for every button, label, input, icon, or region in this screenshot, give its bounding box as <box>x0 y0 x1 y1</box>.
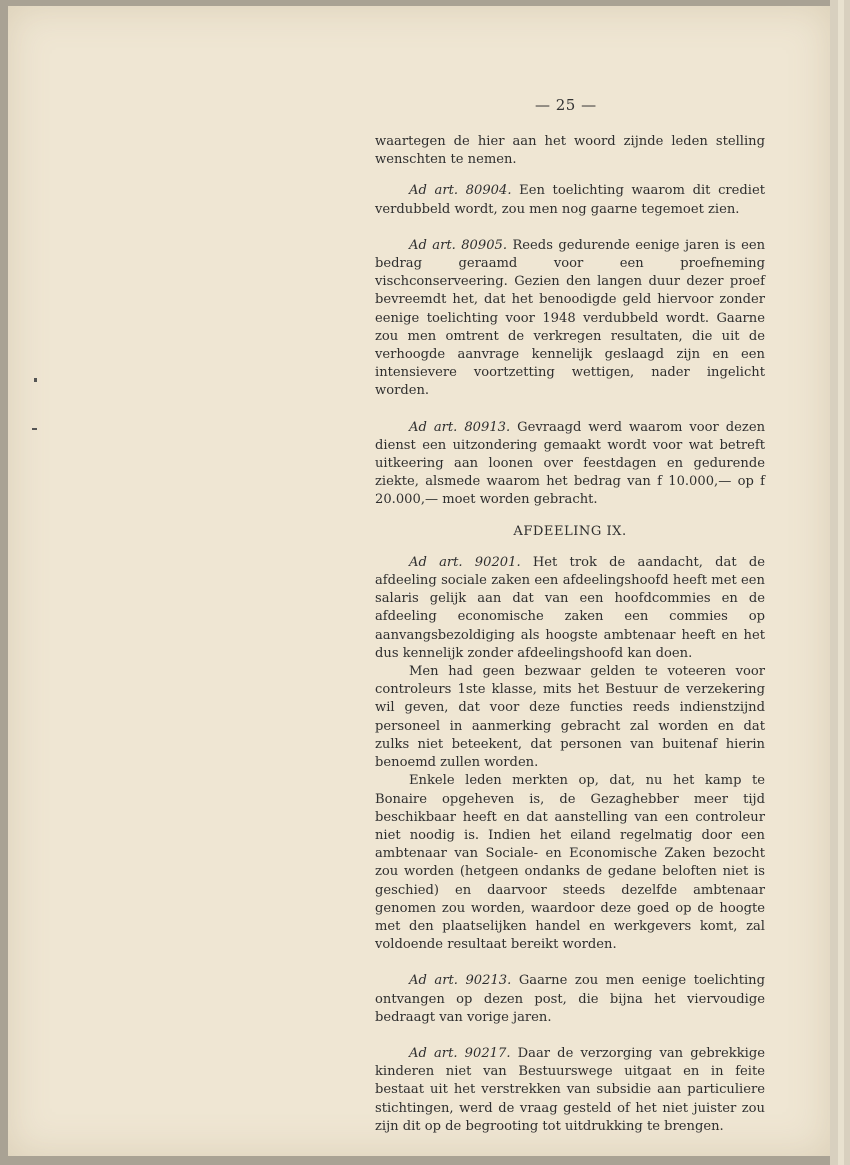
paragraph-art-90217: Ad art. 90217. Daar de verzorging van gebrekkige kinderen niet van Bestuurswege uitgaat en in feite bestaat uit het verstrekken van subsidie aan particuliere stichtingen, werd de vraag gesteld of het niet juister zou zijn dit op de begrooting tot uitdrukking te brengen. <box>375 1045 765 1134</box>
paragraph: Men had geen bezwaar gelden te voteeren voor controleurs 1ste klasse, mits het Bestuur de verzekering wil geven, dat voor deze functies reeds indienstzijnd personeel in aanmerking gebracht zal worden en dat zulks niet beteekent, dat personen van buitenaf hierin benoemd zullen worden. <box>375 664 765 771</box>
page-edge <box>830 0 850 1165</box>
margin-mark <box>34 378 37 382</box>
paragraph-art-80913: Ad art. 80913. Gevraagd werd waarom voor dezen dienst een uitzondering gemaakt wordt voor wat betreft uitkeering aan loonen over feestdagen en gedurende ziekte, alsmede waarom het bedrag van f 10.000,— op f 20.000,— moet worden gebracht. <box>375 419 766 508</box>
article-ref: Ad art. 80913. <box>409 419 511 435</box>
article-ref: Ad art. 90213. <box>409 973 512 989</box>
article-ref: Ad art. 80905. <box>409 237 508 253</box>
margin-mark <box>32 428 37 430</box>
document-body <box>375 133 765 1136</box>
paragraph: Enkele leden merkten op, dat, nu het kamp te Bonaire opgeheven is, de Gezaghebber meer tijd beschikbaar heeft en dat aanstelling van een controleur niet noodig is. Indien het eiland regelmatig door een ambtenaar van Sociale- en Economische Zaken bezocht zou worden (hetgeen ondanks de gedane beloften niet is geschied) en daarvoor steeds dezelfde ambtenaar genomen zou worden, waardoor deze goed op de hoogte met den plaatselijken handel en werkgevers komt, zal voldoende resultaat bereikt worden. <box>375 773 765 953</box>
paragraph-art-80905: Ad art. 80905. Reeds gedurende eenige jaren is een bedrag geraamd voor een proefneming vischconserveering. Gezien den langen duur dezer proef bevreemdt het, dat het benoodigde geld hiervoor zonder eenige toelichting voor 1948 verdubbeld wordt. Gaarne zou men omtrent de verkregen resultaten, die uit de verhoogde aanvrage kennelijk geslaagd zijn en een intensievere voortzetting wettigen, nader ingelicht worden. <box>375 237 765 399</box>
paragraph-art-90213: Ad art. 90213. Gaarne zou men eenige toelichting ontvangen op dezen post, die bijna het viervoudige bedraagt van vorige jaren. <box>375 973 765 1025</box>
article-ref: Ad art. 90217. <box>409 1045 511 1061</box>
section-heading: AFDEELING IX. <box>513 523 627 539</box>
page-number: — 25 — <box>535 96 597 114</box>
paragraph: waartegen de hier aan het woord zijnde leden stelling wenschten te nemen. <box>375 134 765 168</box>
article-ref: Ad art. 80904. <box>409 183 512 199</box>
page-edge-inner <box>838 0 844 1165</box>
paragraph-art-80904: Ad art. 80904. Een toelichting waarom dit crediet verdubbeld wordt, zou men nog gaarne tegemoet zien. <box>375 183 765 217</box>
paragraph-art-90201: Ad art. 90201. Het trok de aandacht, dat de afdeeling sociale zaken een afdeelingshoofd heeft met een salaris gelijk aan dat van een hoofdcommies en de afdeeling economische zaken een commies op aanvangsbezoldiging als hoogste ambtenaar heeft en het dus kennelijk zonder afdeelingshoofd kan doen. <box>375 554 765 661</box>
article-ref: Ad art. 90201. <box>409 554 521 570</box>
